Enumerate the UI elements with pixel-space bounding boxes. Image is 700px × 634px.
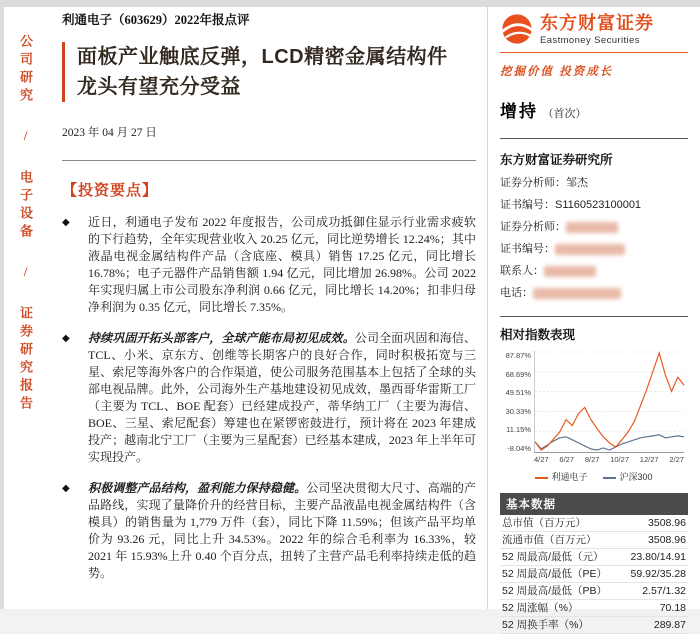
rail-item-securities-report: 证券研究报告	[18, 306, 33, 414]
brand-block	[500, 12, 688, 46]
y-tick: -8.04%	[507, 443, 531, 453]
title-block	[62, 42, 476, 102]
y-tick: 68.69%	[505, 369, 531, 379]
contact-row	[500, 265, 688, 278]
redacted-value	[544, 266, 596, 277]
diamond-bullet-icon: ◆	[62, 217, 70, 228]
analyst-name: 邹杰	[566, 177, 588, 189]
bullet-body: 近日，利通电子发布 2022 年度报告，公司成功抵御住显示行业需求疲软的下行趋势，全年实现营业收入 20.25 亿元，同比逆势增长 12.24%；其中液晶电视金属结构件产品（含底座、模具）销售 17.25 亿元，同比增长 16.78%；电子元器件产品销售额 1.94 亿元，同比增加 26.98%。公司 2022 年实现归属上市公司股东净利润 0.66 亿元，同比增长 14.20%；扣非归母净利润为 0.35 亿元，同比增长 7.35%。	[88, 215, 476, 314]
rating-label: 增持	[500, 102, 538, 121]
chart-plot	[534, 351, 684, 464]
table-row	[500, 549, 688, 566]
brand-name-en: Eastmoney Securities	[540, 34, 640, 46]
y-tick: 30.33%	[505, 406, 531, 416]
legend-label: 利通电子	[551, 472, 588, 482]
eastmoney-logo-icon	[500, 12, 534, 46]
phone-label: 电话：	[500, 287, 533, 299]
analyst-label: 证券分析师：	[500, 221, 566, 233]
analyst-label: 证券分析师：	[500, 177, 566, 189]
basic-data-header: 基本数据	[500, 493, 688, 515]
row-value: 23.80/14.91	[630, 550, 686, 563]
bullet-text	[88, 214, 476, 316]
contact-label: 联系人：	[500, 265, 544, 277]
horizontal-divider	[62, 160, 476, 161]
brand-text	[540, 13, 654, 46]
chart-x-axis-labels	[534, 455, 684, 464]
bullet-lead: 积极调整产品结构，盈利能力保持稳健。	[88, 481, 307, 495]
y-tick: 11.15%	[506, 425, 531, 435]
row-value: 70.18	[659, 601, 686, 614]
table-row	[500, 515, 688, 532]
x-tick: 2/27	[669, 455, 684, 464]
row-value: 289.87	[653, 618, 686, 631]
legend-item-hs300	[603, 470, 652, 483]
scan-edge-top	[0, 0, 700, 7]
analyst-row	[500, 177, 688, 190]
license-label: 证书编号：	[500, 199, 555, 211]
chart-y-axis-labels	[500, 351, 534, 453]
table-row	[500, 600, 688, 617]
diamond-bullet-icon: ◆	[62, 333, 70, 344]
license-number: S1160523100001	[555, 199, 642, 211]
x-tick: 12/27	[639, 455, 659, 464]
section-divider	[500, 138, 688, 139]
table-row	[500, 532, 688, 549]
row-label: 52 周最高/最低（PE）	[502, 567, 608, 580]
table-row	[500, 617, 688, 634]
license-row	[500, 199, 688, 212]
row-value: 3508.96	[648, 516, 686, 529]
main-column	[62, 10, 476, 582]
x-tick: 4/27	[534, 455, 549, 464]
brand-tagline: 挖掘价值 投资成长	[500, 66, 614, 78]
analyst-row	[500, 221, 688, 234]
right-sidebar	[500, 12, 688, 634]
row-label: 52 周换手率（%）	[502, 618, 589, 631]
table-row	[500, 566, 688, 583]
performance-line-chart	[534, 351, 684, 453]
bullet-body: 公司全面巩固和海信、TCL、小米、京东方、创维等长期客户的良好合作，同时积极拓宽与三星、索尼等海外客户的合作渠道，使公司服务范围基本上包括了全球的头部电视品牌。此外，公司海外生产基地建设初见成效，墨西哥华雷斯工厂（主要为 TCL、BOE 配套）已经建成投产，蒂华纳工厂（主要为海信、BOE、三星、索尼配套）筹建也在紧锣密鼓进行，预计将在 2023 年建成投产；越南北宁工厂（主要为三星配套）已经基本建成，2023 年上半年可实现投产。	[88, 331, 476, 464]
row-label: 总市值（百万元）	[502, 516, 586, 529]
x-tick: 8/27	[584, 455, 600, 464]
rating-block	[500, 97, 688, 122]
legend-item-litong	[535, 470, 587, 483]
row-value: 2.57/1.32	[642, 584, 686, 597]
left-rail	[16, 34, 35, 414]
rail-item-electronics: 电子设备	[18, 170, 33, 242]
brand-divider	[500, 52, 688, 53]
x-tick: 6/27	[559, 455, 575, 464]
title-accent-bar	[62, 42, 65, 102]
diamond-bullet-icon: ◆	[62, 483, 70, 494]
scan-edge-left	[0, 0, 4, 609]
row-value: 59.92/35.28	[630, 567, 686, 580]
brand-name-cn: 东方财富证券	[540, 12, 654, 33]
relative-performance-title: 相对指数表现	[500, 328, 576, 342]
redacted-value	[533, 288, 621, 299]
row-label: 52 周最高/最低（元）	[502, 550, 604, 563]
relative-performance-chart	[500, 351, 688, 464]
investment-highlights-header: 【投资要点】	[62, 183, 159, 199]
vertical-divider	[487, 7, 488, 609]
highlight-bullet-1	[62, 214, 476, 316]
rail-separator: /	[18, 264, 33, 284]
y-tick: 49.51%	[505, 388, 531, 398]
phone-row	[500, 287, 688, 300]
page-title: 面板产业触底反弹，LCD精密金属结构件龙头有望充分受益	[77, 46, 448, 98]
legend-swatch	[535, 477, 548, 479]
highlight-bullet-2	[62, 330, 476, 466]
rail-separator: /	[18, 128, 33, 148]
x-tick: 10/27	[610, 455, 629, 464]
report-date: 2023 年 04 月 27 日	[62, 127, 157, 139]
report-kicker: 利通电子（603629）2022年报点评	[62, 13, 250, 27]
legend-swatch	[603, 477, 616, 479]
redacted-value	[566, 222, 618, 233]
chart-legend	[500, 470, 688, 483]
bullet-text	[88, 480, 476, 582]
bullet-text	[88, 330, 476, 466]
license-row	[500, 243, 688, 256]
table-row	[500, 583, 688, 600]
row-label: 流通市值（百万元）	[502, 533, 597, 546]
rating-suffix: （首次）	[542, 108, 587, 120]
legend-label: 沪深300	[619, 472, 653, 482]
row-value: 3508.96	[648, 533, 686, 546]
section-divider	[500, 316, 688, 317]
bullet-body: 公司坚决贯彻大尺寸、高端的产品路线，实现了量降价升的经营目标，主要产品液晶电视金属结构件（含模具）的销售量为 1,779 万件（套），同比下降 11.59%；但该产品平均单价为 93.26 元，同比上升 34.53%。2022 年的综合毛利率为 16.33%，较 2021 年 15.93%上升 0.40 个百分点，扭转了主营产品毛利率持续走低的趋势。	[88, 481, 476, 580]
row-label: 52 周最高/最低（PB）	[502, 584, 608, 597]
rail-item-company-research: 公司研究	[18, 34, 33, 106]
license-label: 证书编号：	[500, 243, 555, 255]
bullet-lead: 持续巩固开拓头部客户，全球产能布局初见成效。	[88, 331, 355, 345]
redacted-value	[555, 244, 625, 255]
row-label: 52 周涨幅（%）	[502, 601, 579, 614]
highlight-bullet-3	[62, 480, 476, 582]
research-institute: 东方财富证券研究所	[500, 153, 613, 167]
y-tick: 87.87%	[505, 351, 531, 360]
